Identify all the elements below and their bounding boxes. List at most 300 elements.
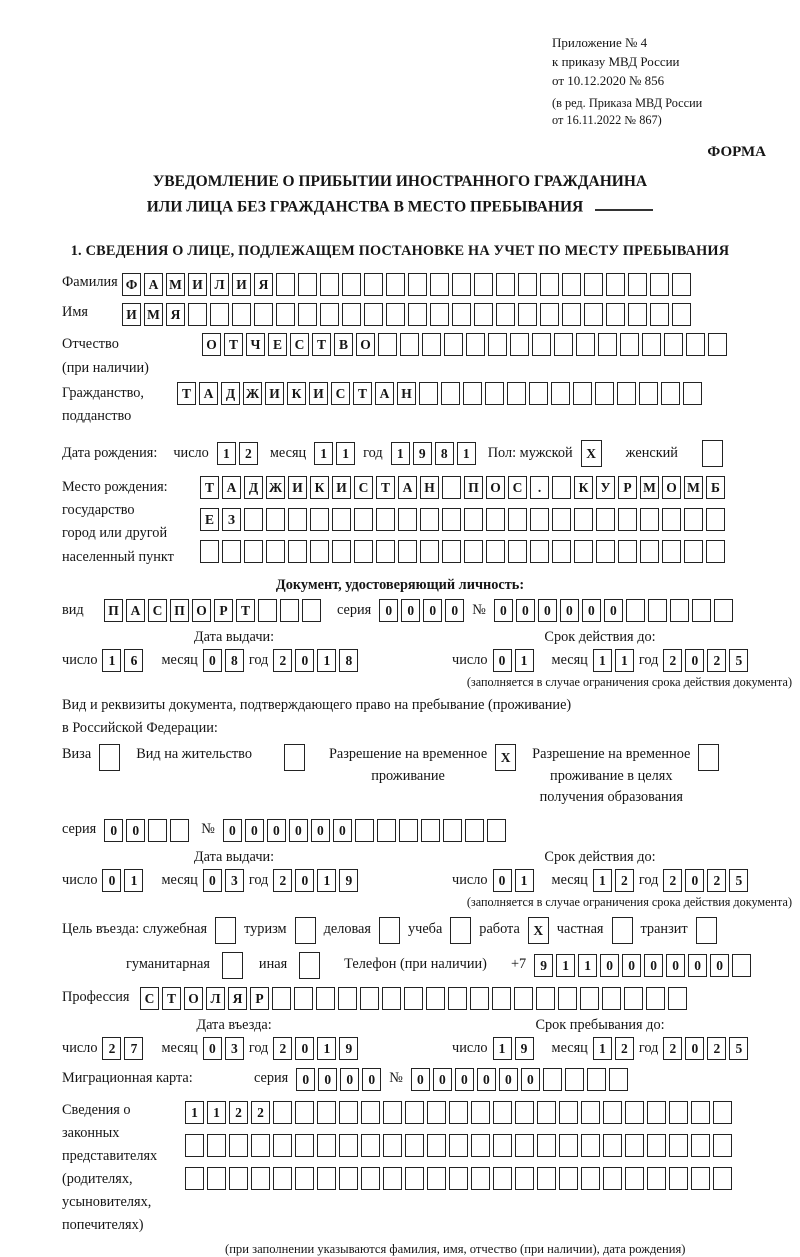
char-box[interactable] (661, 382, 680, 405)
char-box[interactable]: 1 (124, 869, 143, 892)
char-box[interactable] (339, 1101, 358, 1124)
char-box[interactable]: С (290, 333, 309, 356)
char-box[interactable]: 0 (499, 1068, 518, 1091)
char-box[interactable]: 0 (644, 954, 663, 977)
char-box[interactable] (361, 1134, 380, 1157)
char-box[interactable]: 0 (493, 649, 512, 672)
char-box[interactable] (232, 303, 251, 326)
char-box[interactable]: А (375, 382, 394, 405)
char-box[interactable] (684, 508, 703, 531)
char-box[interactable] (332, 540, 351, 563)
char-box[interactable]: 0 (493, 869, 512, 892)
char-box[interactable]: С (148, 599, 167, 622)
char-box[interactable] (669, 1101, 688, 1124)
char-box[interactable] (552, 540, 571, 563)
char-box[interactable]: 2 (615, 869, 634, 892)
char-box[interactable] (606, 273, 625, 296)
char-box[interactable] (540, 303, 559, 326)
char-box[interactable] (376, 508, 395, 531)
char-box[interactable]: 2 (273, 1037, 292, 1060)
char-box[interactable] (254, 303, 273, 326)
char-box[interactable] (399, 819, 418, 842)
char-box[interactable] (276, 303, 295, 326)
char-box[interactable] (421, 819, 440, 842)
char-box[interactable] (354, 540, 373, 563)
char-box[interactable] (185, 1167, 204, 1190)
char-box[interactable]: 3 (225, 1037, 244, 1060)
char-box[interactable] (430, 273, 449, 296)
char-box[interactable] (398, 540, 417, 563)
char-box[interactable] (448, 987, 467, 1010)
char-box[interactable] (559, 1134, 578, 1157)
char-box[interactable]: 0 (433, 1068, 452, 1091)
char-box[interactable]: М (684, 476, 703, 499)
char-box[interactable] (339, 1167, 358, 1190)
char-box[interactable] (422, 333, 441, 356)
char-box[interactable]: 2 (707, 649, 726, 672)
char-box[interactable] (493, 1101, 512, 1124)
char-box[interactable]: О (486, 476, 505, 499)
char-box[interactable]: 0 (445, 599, 464, 622)
char-box[interactable] (419, 382, 438, 405)
char-box[interactable]: 0 (516, 599, 535, 622)
char-box[interactable]: М (166, 273, 185, 296)
char-box[interactable] (400, 333, 419, 356)
char-box[interactable]: 1 (217, 442, 236, 465)
char-box[interactable] (383, 1167, 402, 1190)
char-box[interactable]: 3 (225, 869, 244, 892)
char-box[interactable] (732, 954, 751, 977)
char-box[interactable]: 5 (729, 869, 748, 892)
char-box[interactable]: 0 (600, 954, 619, 977)
char-box[interactable]: 1 (457, 442, 476, 465)
char-box[interactable]: 1 (593, 869, 612, 892)
char-box[interactable] (266, 508, 285, 531)
char-box[interactable]: К (310, 476, 329, 499)
char-box[interactable] (529, 382, 548, 405)
char-box[interactable] (713, 1134, 732, 1157)
char-box[interactable]: 1 (336, 442, 355, 465)
char-box[interactable]: Т (236, 599, 255, 622)
char-box[interactable]: П (170, 599, 189, 622)
char-box[interactable] (628, 273, 647, 296)
char-box[interactable] (386, 303, 405, 326)
char-box[interactable] (310, 540, 329, 563)
char-box[interactable] (559, 1167, 578, 1190)
char-box[interactable] (598, 333, 617, 356)
char-box[interactable]: Ф (122, 273, 141, 296)
char-box[interactable] (662, 508, 681, 531)
char-box[interactable] (668, 987, 687, 1010)
char-box[interactable]: 1 (615, 649, 634, 672)
char-box[interactable]: Ж (243, 382, 262, 405)
char-box[interactable] (244, 540, 263, 563)
char-box[interactable] (487, 819, 506, 842)
char-box[interactable]: И (288, 476, 307, 499)
char-box[interactable] (496, 303, 515, 326)
char-box[interactable] (364, 303, 383, 326)
char-box[interactable] (515, 1101, 534, 1124)
char-box[interactable] (276, 273, 295, 296)
char-box[interactable] (692, 599, 711, 622)
char-box[interactable] (620, 333, 639, 356)
char-box[interactable] (581, 1134, 600, 1157)
char-box[interactable]: 1 (578, 954, 597, 977)
char-box[interactable] (639, 382, 658, 405)
char-box[interactable]: С (354, 476, 373, 499)
char-box[interactable] (646, 987, 665, 1010)
char-box[interactable]: Р (214, 599, 233, 622)
char-box[interactable]: Т (177, 382, 196, 405)
char-box[interactable]: Ж (266, 476, 285, 499)
char-box[interactable] (672, 273, 691, 296)
char-box[interactable] (354, 508, 373, 531)
char-box[interactable] (486, 540, 505, 563)
char-box[interactable] (574, 508, 593, 531)
char-box[interactable] (449, 1101, 468, 1124)
char-box[interactable] (339, 1134, 358, 1157)
char-box[interactable] (251, 1134, 270, 1157)
char-box[interactable] (691, 1134, 710, 1157)
char-box[interactable] (510, 333, 529, 356)
char-box[interactable] (383, 1101, 402, 1124)
char-box[interactable] (596, 540, 615, 563)
char-box[interactable] (317, 1134, 336, 1157)
char-box[interactable]: Т (224, 333, 243, 356)
char-box[interactable]: 0 (295, 869, 314, 892)
char-box[interactable]: 2 (663, 649, 682, 672)
char-box[interactable] (444, 333, 463, 356)
char-box[interactable]: Я (228, 987, 247, 1010)
char-box[interactable] (466, 333, 485, 356)
char-box[interactable] (474, 273, 493, 296)
char-box[interactable] (559, 1101, 578, 1124)
char-box[interactable] (441, 382, 460, 405)
char-box[interactable] (405, 1167, 424, 1190)
char-box[interactable]: 0 (521, 1068, 540, 1091)
char-box[interactable] (691, 1167, 710, 1190)
char-box[interactable] (148, 819, 167, 842)
char-box[interactable] (706, 540, 725, 563)
char-box[interactable] (618, 508, 637, 531)
char-box[interactable]: 8 (225, 649, 244, 672)
char-box[interactable]: 1 (593, 649, 612, 672)
char-box[interactable] (664, 333, 683, 356)
char-box[interactable] (488, 333, 507, 356)
char-box[interactable]: 0 (423, 599, 442, 622)
char-box[interactable] (650, 303, 669, 326)
char-box[interactable] (540, 273, 559, 296)
char-box[interactable]: В (334, 333, 353, 356)
char-box[interactable]: П (464, 476, 483, 499)
char-box[interactable] (628, 303, 647, 326)
char-box[interactable]: М (640, 476, 659, 499)
char-box[interactable]: 9 (534, 954, 553, 977)
char-box[interactable]: Д (221, 382, 240, 405)
char-box[interactable]: 0 (245, 819, 264, 842)
char-box[interactable]: О (192, 599, 211, 622)
char-box[interactable] (683, 382, 702, 405)
char-box[interactable] (383, 1134, 402, 1157)
char-box[interactable] (272, 987, 291, 1010)
char-box[interactable] (603, 1101, 622, 1124)
char-box[interactable] (405, 1101, 424, 1124)
char-box[interactable]: А (126, 599, 145, 622)
char-box[interactable] (449, 1167, 468, 1190)
char-box[interactable] (332, 508, 351, 531)
char-box[interactable] (584, 273, 603, 296)
char-box[interactable]: А (398, 476, 417, 499)
char-box[interactable] (244, 508, 263, 531)
char-box[interactable] (515, 1167, 534, 1190)
char-box[interactable]: Б (706, 476, 725, 499)
char-box[interactable]: И (122, 303, 141, 326)
char-box[interactable] (288, 540, 307, 563)
char-box[interactable] (405, 1134, 424, 1157)
char-box[interactable] (650, 273, 669, 296)
char-box[interactable] (496, 273, 515, 296)
char-box[interactable] (408, 303, 427, 326)
char-box[interactable] (386, 273, 405, 296)
char-box[interactable]: А (199, 382, 218, 405)
char-box[interactable] (266, 540, 285, 563)
char-box[interactable]: 0 (333, 819, 352, 842)
char-box[interactable] (551, 382, 570, 405)
char-box[interactable] (378, 333, 397, 356)
char-box[interactable] (294, 987, 313, 1010)
char-box[interactable]: 0 (104, 819, 123, 842)
char-box[interactable]: 0 (102, 869, 121, 892)
char-box[interactable] (426, 987, 445, 1010)
char-box[interactable] (587, 1068, 606, 1091)
char-box[interactable]: 0 (688, 954, 707, 977)
char-box[interactable]: 1 (515, 869, 534, 892)
char-box[interactable]: 0 (289, 819, 308, 842)
char-box[interactable]: 2 (273, 869, 292, 892)
char-box[interactable]: 8 (339, 649, 358, 672)
char-box[interactable] (576, 333, 595, 356)
char-box[interactable]: М (144, 303, 163, 326)
char-box[interactable] (376, 540, 395, 563)
char-box[interactable] (662, 540, 681, 563)
char-box[interactable] (596, 508, 615, 531)
char-box[interactable]: 1 (556, 954, 575, 977)
char-box[interactable]: О (662, 476, 681, 499)
char-box[interactable]: Д (244, 476, 263, 499)
char-box[interactable] (581, 1167, 600, 1190)
char-box[interactable]: 0 (582, 599, 601, 622)
char-box[interactable] (686, 333, 705, 356)
char-box[interactable]: О (184, 987, 203, 1010)
char-box[interactable]: С (331, 382, 350, 405)
char-box[interactable]: 0 (494, 599, 513, 622)
char-box[interactable] (442, 508, 461, 531)
char-box[interactable] (595, 382, 614, 405)
char-box[interactable] (714, 599, 733, 622)
char-box[interactable] (507, 382, 526, 405)
char-box[interactable] (603, 1134, 622, 1157)
char-box[interactable]: 1 (317, 869, 336, 892)
char-box[interactable] (691, 1101, 710, 1124)
char-box[interactable] (708, 333, 727, 356)
char-box[interactable] (558, 987, 577, 1010)
char-box[interactable] (320, 303, 339, 326)
char-box[interactable] (317, 1167, 336, 1190)
char-box[interactable] (382, 987, 401, 1010)
char-box[interactable]: 0 (685, 649, 704, 672)
char-box[interactable] (702, 440, 723, 467)
char-box[interactable] (471, 1134, 490, 1157)
char-box[interactable] (625, 1167, 644, 1190)
char-box[interactable]: Е (268, 333, 287, 356)
char-box[interactable]: Е (200, 508, 219, 531)
char-box[interactable]: О (202, 333, 221, 356)
char-box[interactable]: Р (250, 987, 269, 1010)
char-box[interactable] (647, 1167, 666, 1190)
char-box[interactable]: 0 (685, 1037, 704, 1060)
char-box[interactable] (706, 508, 725, 531)
char-box[interactable] (288, 508, 307, 531)
char-box[interactable] (452, 303, 471, 326)
char-box[interactable] (486, 508, 505, 531)
char-box[interactable]: Т (312, 333, 331, 356)
char-box[interactable]: 9 (339, 869, 358, 892)
char-box[interactable] (463, 382, 482, 405)
char-box[interactable]: 0 (296, 1068, 315, 1091)
char-box[interactable]: 0 (604, 599, 623, 622)
char-box[interactable]: 0 (560, 599, 579, 622)
char-box[interactable] (530, 540, 549, 563)
char-box[interactable]: 1 (185, 1101, 204, 1124)
char-box[interactable] (626, 599, 645, 622)
char-box[interactable]: И (332, 476, 351, 499)
char-box[interactable]: X (581, 440, 602, 467)
char-box[interactable] (302, 599, 321, 622)
char-box[interactable] (442, 476, 461, 499)
char-box[interactable] (185, 1134, 204, 1157)
char-box[interactable] (379, 917, 400, 944)
char-box[interactable]: З (222, 508, 241, 531)
char-box[interactable] (299, 952, 320, 979)
char-box[interactable] (625, 1134, 644, 1157)
char-box[interactable]: А (144, 273, 163, 296)
char-box[interactable] (532, 333, 551, 356)
char-box[interactable] (471, 1167, 490, 1190)
char-box[interactable]: Т (200, 476, 219, 499)
char-box[interactable] (398, 508, 417, 531)
char-box[interactable]: 5 (729, 1037, 748, 1060)
char-box[interactable] (452, 273, 471, 296)
char-box[interactable] (404, 987, 423, 1010)
char-box[interactable] (280, 599, 299, 622)
char-box[interactable] (420, 540, 439, 563)
char-box[interactable] (258, 599, 277, 622)
char-box[interactable]: 1 (207, 1101, 226, 1124)
char-box[interactable]: 0 (538, 599, 557, 622)
char-box[interactable] (295, 1167, 314, 1190)
char-box[interactable]: С (140, 987, 159, 1010)
char-box[interactable] (99, 744, 120, 771)
char-box[interactable] (470, 987, 489, 1010)
char-box[interactable]: 0 (340, 1068, 359, 1091)
char-box[interactable]: 0 (203, 649, 222, 672)
char-box[interactable]: 8 (435, 442, 454, 465)
char-box[interactable] (698, 744, 719, 771)
char-box[interactable] (442, 540, 461, 563)
char-box[interactable] (543, 1068, 562, 1091)
char-box[interactable] (273, 1167, 292, 1190)
char-box[interactable] (713, 1167, 732, 1190)
char-box[interactable] (618, 540, 637, 563)
char-box[interactable] (215, 917, 236, 944)
char-box[interactable] (554, 333, 573, 356)
char-box[interactable] (427, 1167, 446, 1190)
char-box[interactable]: 2 (615, 1037, 634, 1060)
char-box[interactable] (669, 1167, 688, 1190)
char-box[interactable]: Я (166, 303, 185, 326)
char-box[interactable] (670, 599, 689, 622)
char-box[interactable] (647, 1134, 666, 1157)
char-box[interactable]: Л (210, 273, 229, 296)
char-box[interactable]: К (287, 382, 306, 405)
char-box[interactable]: И (188, 273, 207, 296)
char-box[interactable] (408, 273, 427, 296)
char-box[interactable] (612, 917, 633, 944)
char-box[interactable] (295, 1101, 314, 1124)
char-box[interactable] (207, 1167, 226, 1190)
char-box[interactable] (200, 540, 219, 563)
char-box[interactable] (514, 987, 533, 1010)
char-box[interactable] (320, 273, 339, 296)
char-box[interactable]: 0 (267, 819, 286, 842)
char-box[interactable] (449, 1134, 468, 1157)
char-box[interactable]: Н (420, 476, 439, 499)
char-box[interactable] (642, 333, 661, 356)
char-box[interactable]: 0 (295, 649, 314, 672)
char-box[interactable] (602, 987, 621, 1010)
char-box[interactable] (536, 987, 555, 1010)
char-box[interactable] (474, 303, 493, 326)
char-box[interactable]: 0 (223, 819, 242, 842)
char-box[interactable]: П (104, 599, 123, 622)
char-box[interactable] (316, 987, 335, 1010)
char-box[interactable]: 2 (251, 1101, 270, 1124)
char-box[interactable] (518, 273, 537, 296)
char-box[interactable]: 0 (411, 1068, 430, 1091)
char-box[interactable] (361, 1101, 380, 1124)
char-box[interactable] (342, 303, 361, 326)
char-box[interactable]: 1 (493, 1037, 512, 1060)
char-box[interactable] (537, 1134, 556, 1157)
char-box[interactable] (606, 303, 625, 326)
char-box[interactable]: X (495, 744, 516, 771)
char-box[interactable] (361, 1167, 380, 1190)
char-box[interactable] (317, 1101, 336, 1124)
char-box[interactable]: 1 (515, 649, 534, 672)
char-box[interactable]: 2 (102, 1037, 121, 1060)
char-box[interactable] (492, 987, 511, 1010)
char-box[interactable]: 1 (317, 1037, 336, 1060)
char-box[interactable] (580, 987, 599, 1010)
char-box[interactable] (625, 1101, 644, 1124)
char-box[interactable] (427, 1101, 446, 1124)
char-box[interactable]: 2 (239, 442, 258, 465)
char-box[interactable] (573, 382, 592, 405)
char-box[interactable] (229, 1134, 248, 1157)
char-box[interactable]: Я (254, 273, 273, 296)
char-box[interactable] (640, 540, 659, 563)
char-box[interactable]: 2 (229, 1101, 248, 1124)
